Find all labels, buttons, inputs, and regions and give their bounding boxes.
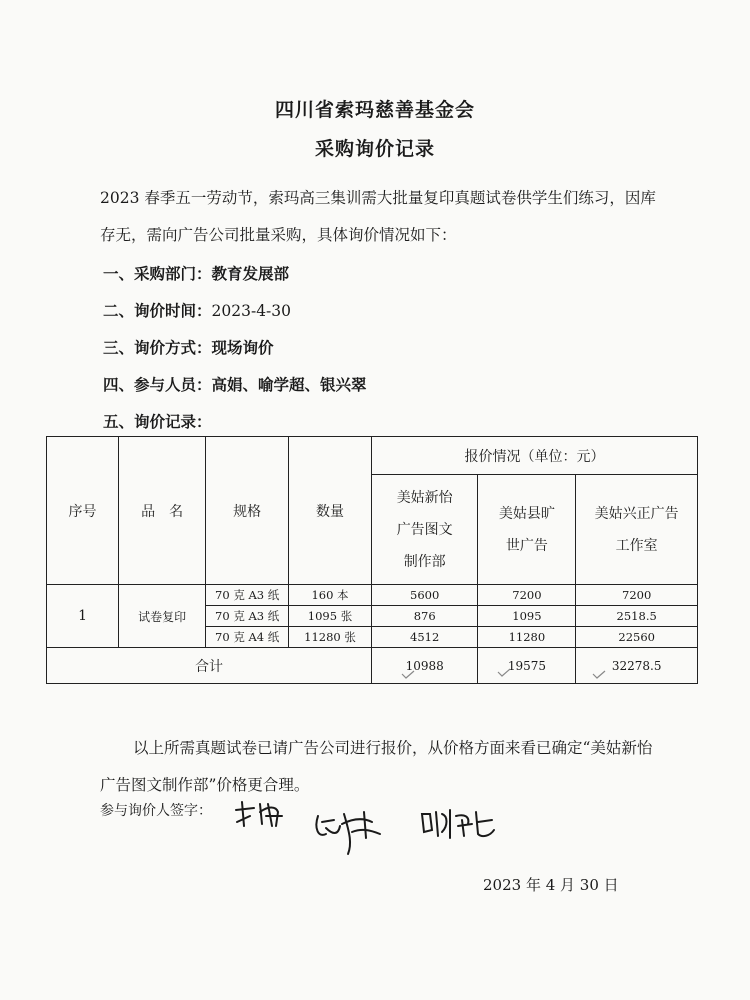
total-v1: 10988 (371, 648, 478, 684)
check-mark-icon (401, 670, 415, 680)
cell-v1: 876 (371, 606, 478, 627)
vendor1-name: 美姑新怡广告图文制作部 (396, 489, 453, 570)
document-date: 2023 年 4 月 30 日 (483, 876, 619, 894)
item-value: 教育发展部 (211, 265, 290, 283)
signature-3-handwriting (418, 804, 498, 844)
document-title: 采购询价记录 (314, 138, 435, 160)
cell-v2: 11280 (478, 627, 576, 648)
item-label: 四、参与人员： (103, 376, 212, 394)
cell-qty: 11280 张 (289, 627, 372, 648)
item-label: 一、采购部门： (103, 265, 212, 283)
sign-label: 参与询价人签字： (100, 803, 212, 819)
intro-text: 2023 春季五一劳动节，索玛高三集训需大批量复印真题试卷供学生们练习，因库存无，需向广告公司批量采购，具体询价情况如下： (100, 189, 656, 244)
total-v2: 19575 (478, 648, 576, 684)
item-label: 五、询价记录： (103, 413, 212, 431)
item-time (103, 299, 291, 321)
intro-paragraph (100, 180, 660, 254)
vendor3-name: 美姑兴正广告工作室 (594, 505, 679, 554)
table-row (47, 585, 698, 606)
item-value: 2023-4-30 (211, 302, 292, 320)
col-header-vendor3 (576, 475, 698, 585)
cell-v2: 1095 (478, 606, 576, 627)
cell-qty: 160 本 (289, 585, 372, 606)
cell-v1: 5600 (371, 585, 478, 606)
check-mark-icon (592, 670, 606, 680)
vendor2-name: 美姑县旷世广告 (498, 505, 555, 554)
quote-table (46, 436, 698, 684)
cell-row-no: 1 (47, 585, 119, 648)
item-records (103, 410, 212, 432)
item-value: 现场询价 (211, 339, 274, 357)
total-label: 合计 (47, 648, 372, 684)
col-header-spec: 规格 (206, 437, 289, 585)
closing-paragraph: 以上所需真题试卷已请广告公司进行报价，从价格方面来看已确定“美姑新怡广告图文制作部”价格更合理。 (100, 739, 653, 794)
signature-2-handwriting (312, 804, 387, 860)
col-header-vendor1 (371, 475, 478, 585)
signature-1-handwriting (232, 796, 292, 832)
item-method (103, 336, 274, 358)
org-title: 四川省索玛慈善基金会 (274, 99, 475, 121)
total-v3: 32278.5 (576, 648, 698, 684)
cell-spec: 70 克 A4 纸 (206, 627, 289, 648)
item-participants (103, 373, 367, 395)
cell-v2: 7200 (478, 585, 576, 606)
col-header-qty: 数量 (289, 437, 372, 585)
col-header-vendor2 (478, 475, 576, 585)
item-label: 三、询价方式： (103, 339, 212, 357)
cell-row-name: 试卷复印 (119, 585, 206, 648)
check-mark-icon (497, 668, 511, 678)
cell-qty: 1095 张 (289, 606, 372, 627)
cell-spec: 70 克 A3 纸 (206, 585, 289, 606)
item-label: 二、询价时间： (103, 302, 212, 320)
col-header-name: 品 名 (119, 437, 206, 585)
col-header-no: 序号 (47, 437, 119, 585)
cell-v1: 4512 (371, 627, 478, 648)
item-department (103, 262, 289, 284)
item-value: 高娟、喻学超、银兴翠 (211, 376, 367, 394)
cell-v3: 22560 (576, 627, 698, 648)
col-header-quote-group: 报价情况（单位：元） (371, 437, 697, 475)
cell-v3: 7200 (576, 585, 698, 606)
cell-spec: 70 克 A3 纸 (206, 606, 289, 627)
cell-v3: 2518.5 (576, 606, 698, 627)
